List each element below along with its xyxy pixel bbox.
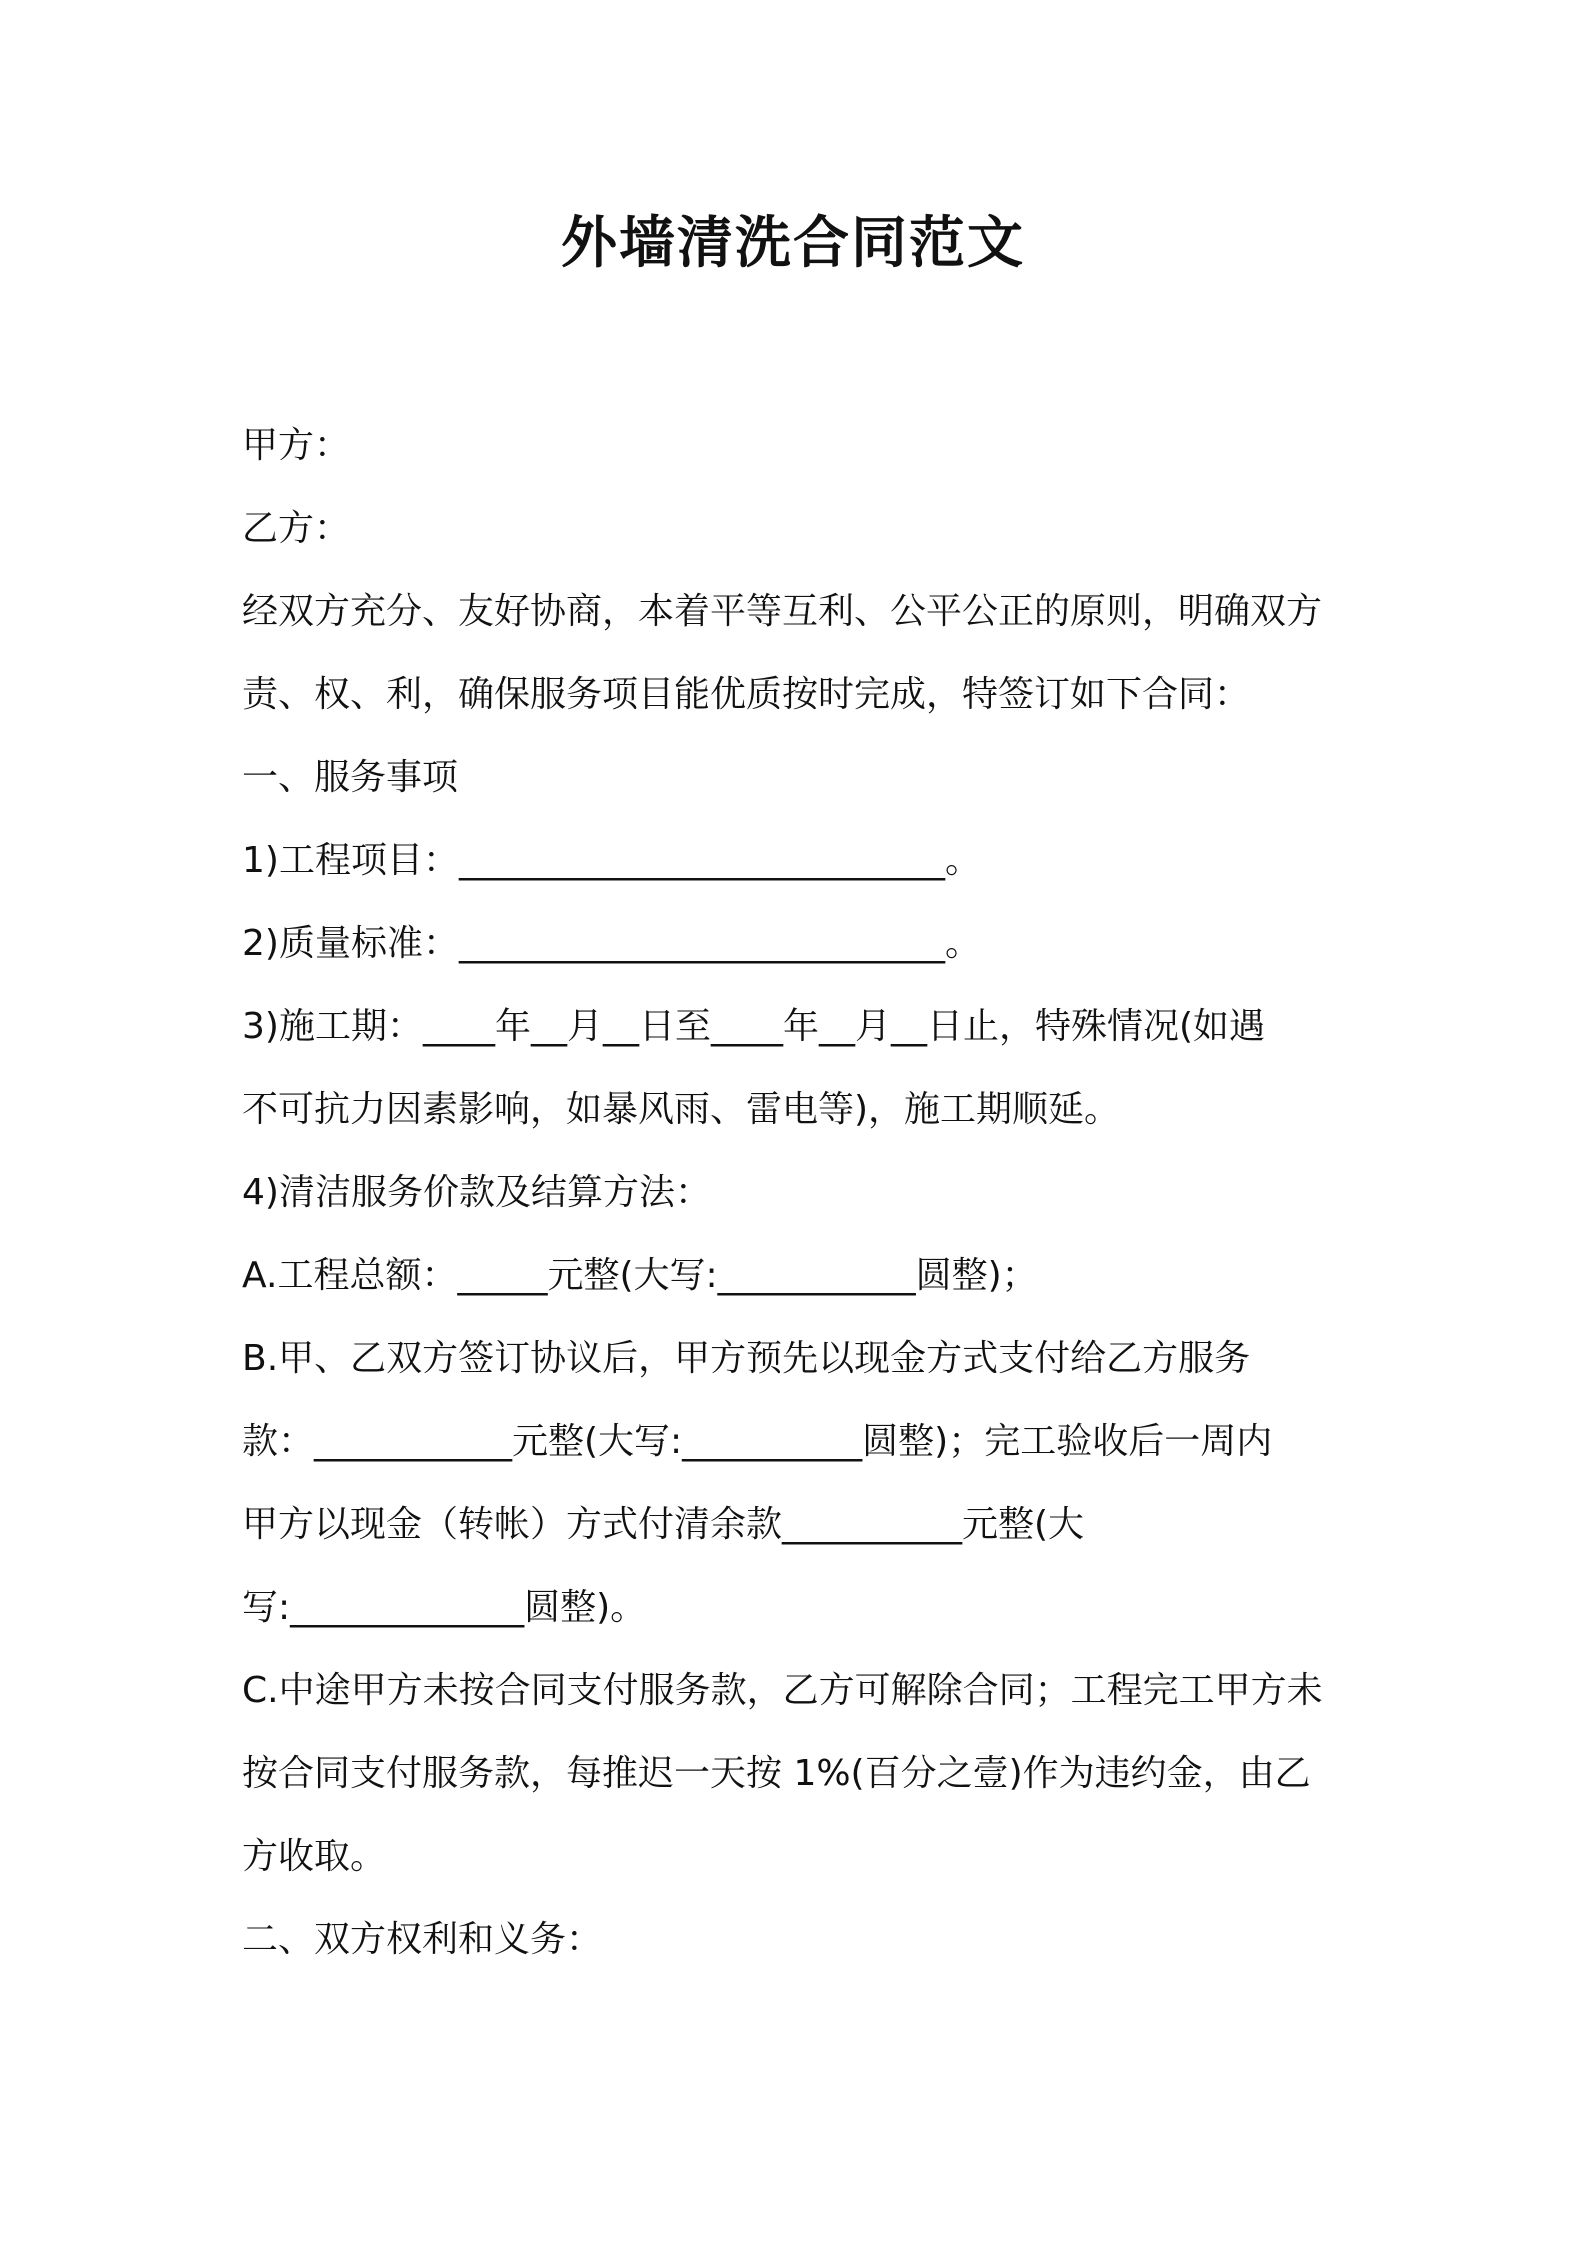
clause-payment-line-4: 写:_____________圆整)。 (242, 1587, 647, 1628)
clause-construction-period-line-2: 不可抗力因素影响，如暴风雨、雷电等)，施工期顺延。 (242, 1089, 1121, 1130)
section-heading-rights-obligations: 二、双方权利和义务： (242, 1919, 603, 1960)
clause-payment-line-1: B.甲、乙双方签订协议后，甲方预先以现金方式支付给乙方服务 (242, 1338, 1251, 1379)
clause-payment-line-2: 款：___________元整(大写:__________圆整)；完工验收后一周内 (242, 1421, 1273, 1462)
section-heading-service-items: 一、服务事项 (242, 757, 459, 798)
clause-penalty-line-3: 方收取。 (242, 1836, 387, 1877)
clause-construction-period-line-1: 3)施工期：____年__月__日至____年__月__日止，特殊情况(如遇 (242, 1006, 1265, 1047)
preamble-line-1: 经双方充分、友好协商，本着平等互利、公平公正的原则，明确双方 (242, 591, 1323, 632)
clause-payment-line-3: 甲方以现金（转帐）方式付清余款__________元整(大 (242, 1504, 1085, 1545)
party-b-line: 乙方： (242, 508, 351, 549)
clause-total-amount: A.工程总额：_____元整(大写:___________圆整)； (242, 1255, 1038, 1296)
clause-penalty-line-1: C.中途甲方未按合同支付服务款，乙方可解除合同；工程完工甲方未 (242, 1670, 1323, 1711)
clause-penalty-line-2: 按合同支付服务款，每推迟一天按 1%(百分之壹)作为违约金，由乙 (242, 1753, 1311, 1794)
document-title: 外墙清洗合同范文 (561, 211, 1025, 276)
document-body (242, 404, 1352, 1981)
clause-price-settlement: 4)清洁服务价款及结算方法： (242, 1172, 711, 1213)
party-a-line: 甲方： (242, 425, 351, 466)
clause-quality-standard: 2)质量标准：___________________________。 (242, 923, 981, 964)
clause-project: 1)工程项目：___________________________。 (242, 840, 981, 881)
preamble-line-2: 责、权、利，确保服务项目能优质按时完成，特签订如下合同： (242, 674, 1251, 715)
